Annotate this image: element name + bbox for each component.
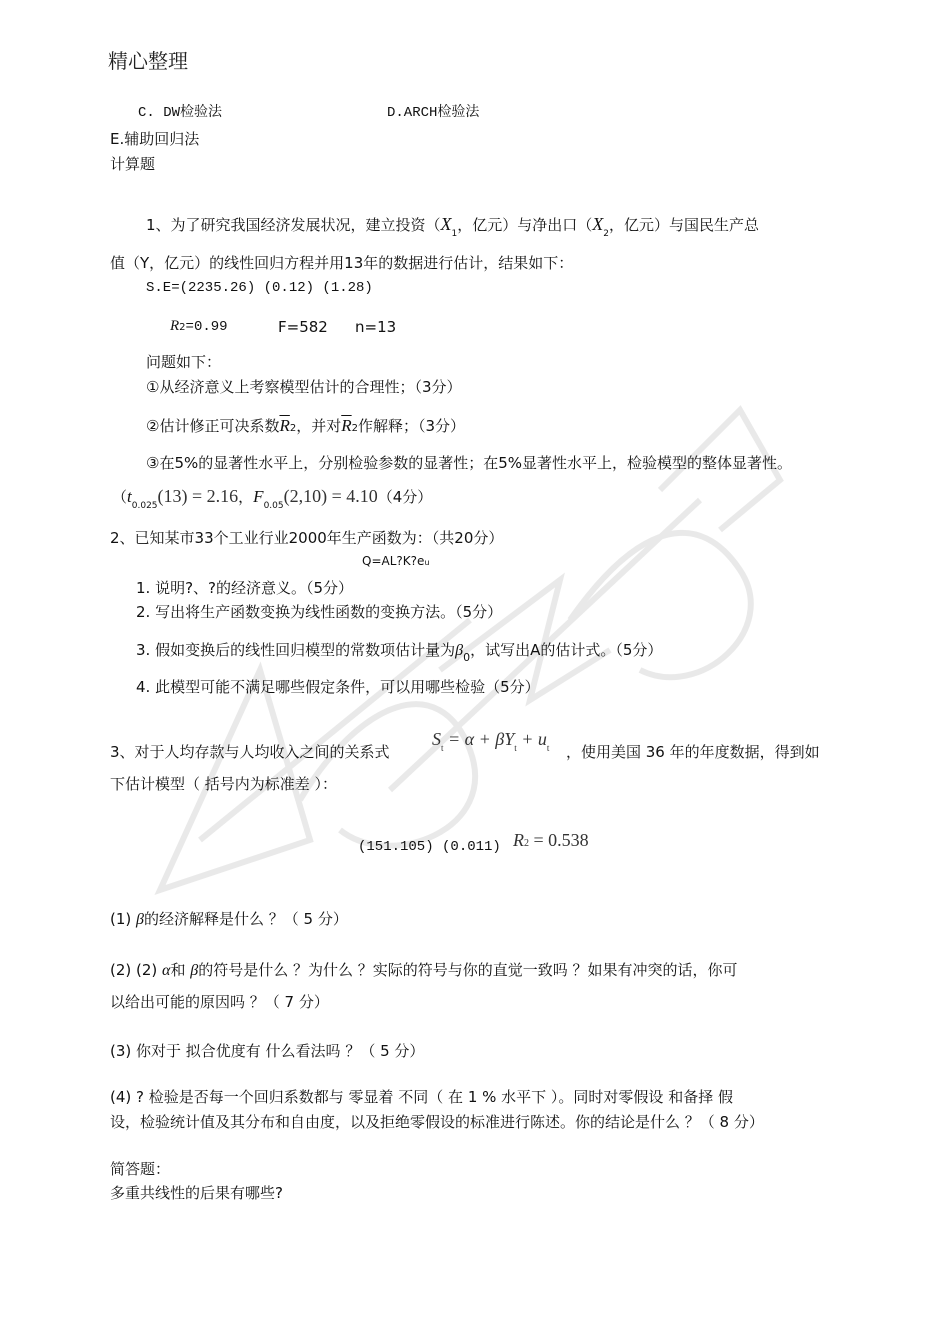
q1-part3: ③在5%的显著性水平上，分别检验参数的显著性；在5%显著性水平上，检验模型的整体显著性。 bbox=[146, 454, 793, 472]
option-e: E.辅助回归法 bbox=[110, 130, 200, 148]
q3-equation: $S_t = \alpha + \beta Y_t + u_t$ bbox=[432, 729, 550, 753]
q2-title: 2、已知某市33个工业行业2000年生产函数为：（共20分） bbox=[110, 529, 504, 547]
q3-line2: 下估计模型（ 括号内为标准差 ）： bbox=[110, 775, 338, 793]
x1-symbol: X bbox=[440, 214, 452, 234]
q2-item4: 4. 此模型可能不满足哪些假定条件，可以用哪些检验（5分） bbox=[136, 678, 540, 696]
q2-item3: 3. 假如变换后的线性回归模型的常数项估计量为$\beta_0$，试写出A的估计式。（5分） bbox=[136, 641, 663, 664]
q3-sub3: (3) 你对于 拟合优度有 什么看法吗 ？（ 5 分） bbox=[110, 1042, 425, 1060]
q1-part1: ①从经济意义上考察模型估计的合理性；（3分） bbox=[146, 378, 462, 396]
q1-line1: 1、为了研究我国经济发展状况，建立投资（$X_1$，亿元）与净出口（$X_2$，亿元）与国民生产总 bbox=[146, 214, 760, 239]
q1-f-stat: F=582 bbox=[278, 318, 328, 336]
q1-critical-values: （$t_{0.025}(13) = 2.16$，$F_{0.05}(2,10) = 4.10(4$分） bbox=[112, 486, 433, 511]
option-c: C. DW检验法 bbox=[138, 105, 223, 121]
option-d: D.ARCH检验法 bbox=[387, 105, 480, 121]
r-bar-symbol: $\overline{R}$ bbox=[279, 416, 290, 435]
q1-r-squared: R2=0.99 bbox=[170, 318, 228, 335]
q3-sub4-line1: (4) ? 检验是否每一个回归系数都与 零显着 不同（ 在 1 % 水平下 ）。同时对零假设 和备择 假 bbox=[110, 1088, 733, 1106]
q3-intro-end: ，使用美国 36 年的年度数据，得到如 bbox=[566, 743, 820, 761]
q3-sub4-line2: 设，检验统计值及其分布和自由度，以及拒绝零假设的标准进行陈述。你的结论是什么 ？（ 8 分） bbox=[110, 1113, 764, 1131]
q1-line2: 值（Y，亿元）的线性回归方程并用13年的数据进行估计，结果如下： bbox=[110, 254, 574, 272]
q2-item2: 2. 写出将生产函数变换为线性函数的变换方法。（5分） bbox=[136, 603, 503, 621]
q1-ask: 问题如下： bbox=[146, 353, 222, 371]
q1-n: n=13 bbox=[355, 318, 397, 336]
q2-item1: 1. 说明?、?的经济意义。（5分） bbox=[136, 579, 354, 597]
q3-standard-errors: (151.105) (0.011) bbox=[358, 839, 501, 855]
section-calc-heading: 计算题 bbox=[110, 155, 156, 173]
x2-symbol: X bbox=[592, 214, 604, 234]
short-answer-heading: 简答题： bbox=[110, 1160, 171, 1178]
q3-sub1: (1) β的经济解释是什么 ？（ 5 分） bbox=[110, 910, 348, 928]
page-header: 精心整理 bbox=[108, 49, 188, 73]
q2-formula: Q=AL?K?eu bbox=[362, 554, 430, 568]
q1-standard-errors: S.E=(2235.26) (0.12) (1.28) bbox=[146, 280, 373, 296]
q3-sub2-line1: (2) (2) α和 β的符号是什么 ？为什么 ？实际的符号与你的直觉一致吗 ？如果有冲突的话，你可 bbox=[110, 961, 738, 979]
short-answer-question: 多重共线性的后果有哪些? bbox=[110, 1184, 283, 1202]
q3-intro: 3、对于人均存款与人均收入之间的关系式 bbox=[110, 743, 390, 761]
q3-r-squared: R2 = 0.538 bbox=[513, 830, 589, 850]
q3-sub2-line2: 以给出可能的原因吗 ？（ 7 分） bbox=[110, 993, 329, 1011]
q1-part2: ②估计修正可决系数$\overline{R}2$，并对$\overline{R}2$作解释；（3分） bbox=[146, 416, 466, 435]
